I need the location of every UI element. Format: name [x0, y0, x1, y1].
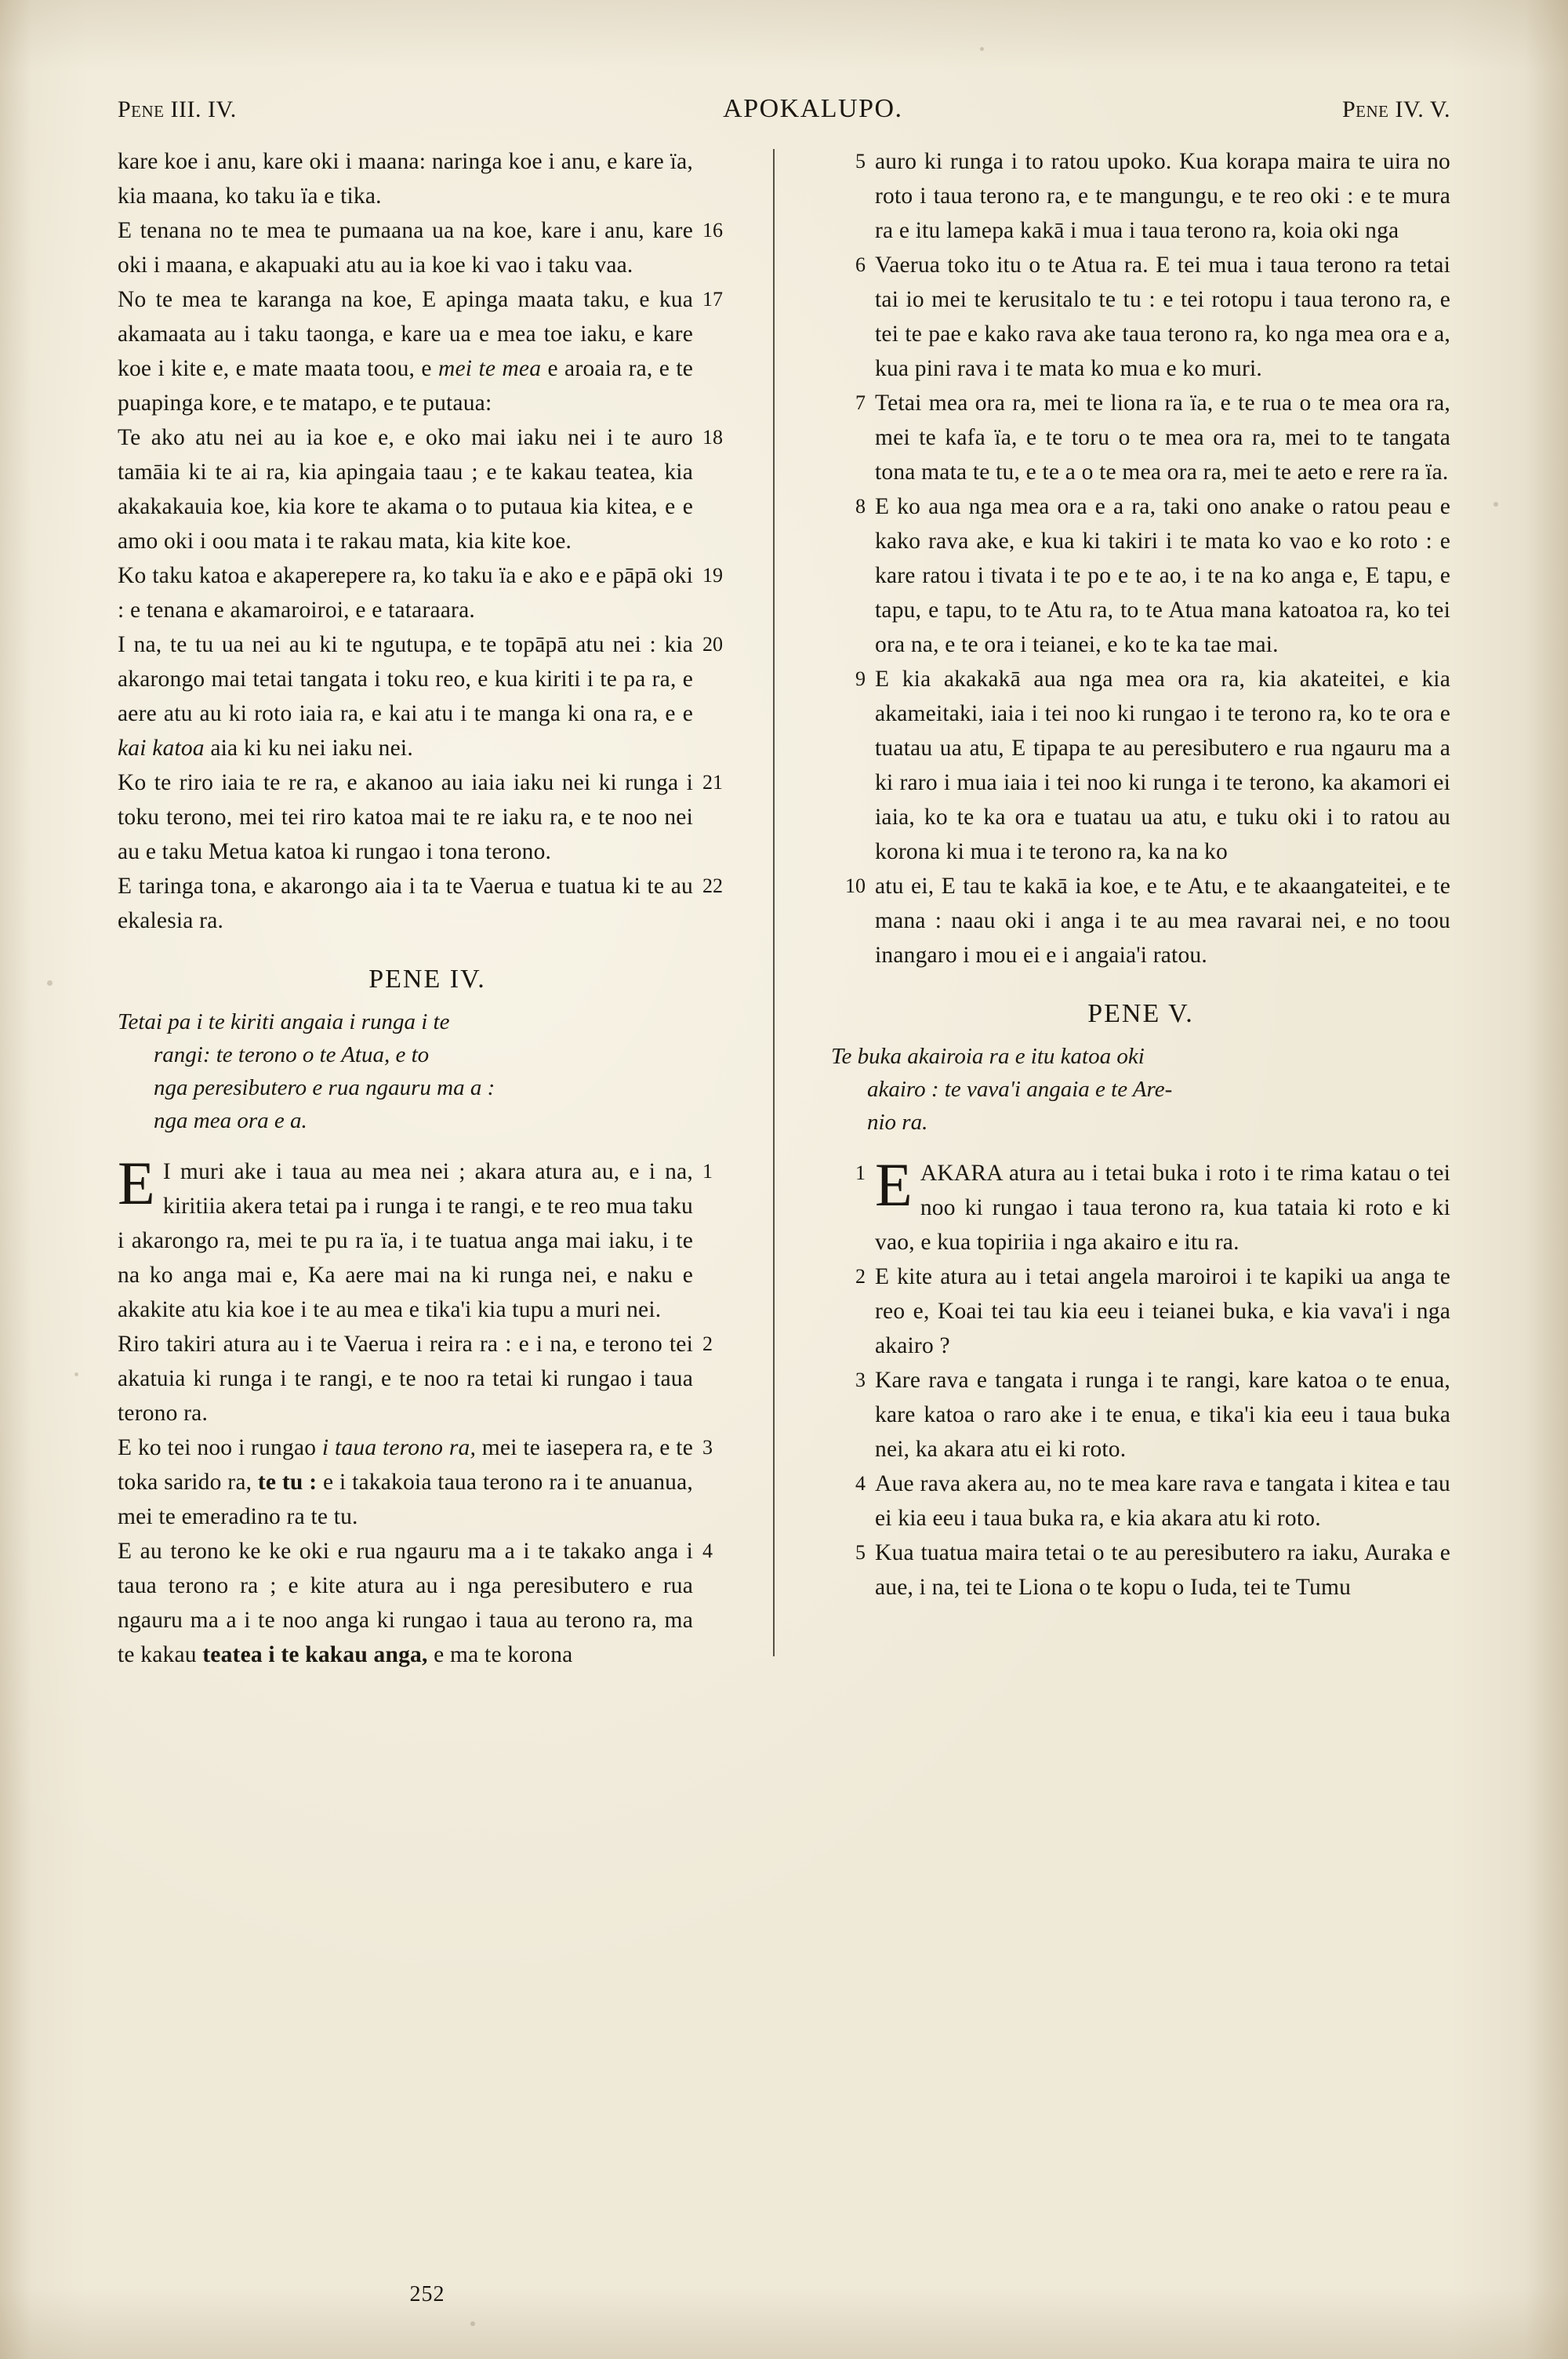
verse-row: [831, 489, 1450, 662]
verse-row: [831, 1150, 1450, 1259]
verse-row: [118, 1149, 737, 1327]
verse-row: [831, 1259, 1450, 1363]
verse-row: [831, 386, 1450, 489]
verse-text: auro ki runga i to ratou upoko. Kua korapa maira te uira no roto i taua terono ra, e te mangungu, e te reo oki : e te mura ra e itu lamepa kakā i mua i taua terono ra, koia oki nga: [875, 149, 1450, 243]
summary-line: nio ra.: [867, 1110, 928, 1135]
chapter-heading-5: PENE V.: [1087, 999, 1194, 1028]
verse-number: 20: [702, 633, 723, 656]
page-content: [118, 94, 1450, 2306]
verse-number: 19: [702, 564, 723, 587]
verse-text: Vaerua toko itu o te Atua ra. E tei mua i taua terono ra tetai tai io mei te kerusitalo te tu : e tei rotopu i taua terono ra, e tei te pae e kako rava ake taua terono ra, ko nga mea ora e a, kua pini rava i te mata ko mua e ko muri.: [875, 253, 1450, 381]
verse-text: Ko taku katoa e akaperepere ra, ko taku ïa e ako e e pāpā oki : e tenana e akamaroiroi, e e tataraara.: [118, 563, 693, 623]
verse-row: [118, 213, 737, 282]
verse-number: 9: [855, 667, 866, 690]
right-column: [831, 144, 1450, 1672]
verse-text: Kua tuatua maira tetai o te au peresibutero ra iaku, Auraka e aue, i na, tei te Liona o te kopu o Iuda, tei te Tumu: [875, 1540, 1450, 1600]
summary-line: Tetai pa i te kiriti angaia i runga i te: [118, 1009, 450, 1034]
verse-number: 6: [855, 253, 866, 276]
verse-row: [118, 144, 737, 213]
verse-row: [118, 558, 737, 627]
verse-number: 5: [855, 150, 866, 173]
right-continued-verses: [831, 144, 1450, 972]
running-head: [118, 94, 1450, 124]
verse-text: E kia akakakā aua nga mea ora ra, kia akateitei, e kia akameitaki, iaia i tei noo ki rungao i te terono ra, ko te ora e tuatau ua atu, E tipapa te au peresibutero e rua ngauru ma a ki raro i mua iaia i tei noo ki runga i te terono, ka akamori ei iaia, ko te ka ora e tuatau ua atu, e tuku oki i to ratou au korona ki mua i te terono ra, ka na ko: [875, 667, 1450, 864]
verse-number: 4: [702, 1539, 713, 1562]
running-head-right: Pene IV. V.: [1341, 96, 1450, 122]
page-number: 252: [409, 2282, 445, 2306]
verse-row: [118, 1430, 737, 1534]
verse-row: [118, 627, 737, 765]
verse-number: 3: [702, 1436, 713, 1459]
verse-row: [118, 282, 737, 420]
summary-line: nga mea ora e a.: [154, 1108, 307, 1133]
verse-text: atu ei, E tau te kakā ia koe, e te Atu, e te akaangateitei, e te mana : naau oki i anga i te au mea ravarai nei, e no toou inangaro i mou ei e i angaia'i ratou.: [875, 874, 1450, 968]
verse-text: kare koe i anu, kare oki i maana: naringa koe i anu, e kare ïa, kia maana, ko taku ïa e tika.: [118, 149, 693, 209]
summary-line: nga peresibutero e rua ngauru ma a :: [154, 1075, 495, 1100]
verse-row: [118, 869, 737, 938]
verse-number: 18: [702, 426, 723, 449]
chapter-summary-4: [118, 1005, 737, 1137]
summary-line: akairo : te vava'i angaia e te Are-: [867, 1077, 1173, 1102]
drop-cap: E: [875, 1150, 913, 1219]
drop-cap: E: [118, 1149, 155, 1217]
verse-text: E tenana no te mea te pumaana ua na koe, kare i anu, kare oki i maana, e akapuaki atu au ia koe ki vao i taku vaa.: [118, 218, 693, 278]
running-head-center: APOKALUPO.: [723, 94, 903, 123]
verse-row: [831, 662, 1450, 869]
left-chapter-verses: [118, 1149, 737, 1672]
verse-text: Tetai mea ora ra, mei te liona ra ïa, e te rua o te mea ora ra, mei te kafa ïa, e te toru o te mea ora ra, mei to te tangata tona mata te tu, e te a o te mea ora ra, mei te aeto e rere ra ïa.: [875, 391, 1450, 485]
verse-text: Te ako atu nei au ia koe e, e oko mai iaku nei i te auro tamāia ki te ai ra, kia apingaia taau ; e te kakau teatea, kia akakakauia koe, kia kore te akama o to putaua kia kitea, e e amo oki i oou mata i te rakau mata, kia kite koe.: [118, 425, 693, 554]
chapter-summary-5: [831, 1040, 1450, 1139]
chapter-heading-4: PENE IV.: [368, 965, 486, 994]
verse-row: [831, 1467, 1450, 1536]
summary-line: rangi: te terono o te Atua, e to: [154, 1042, 430, 1067]
verse-row: [831, 1536, 1450, 1605]
verse-number: 1: [855, 1161, 866, 1184]
verse-text: E kite atura au i tetai angela maroiroi i te kapiki ua anga te reo e, Koai tei tau kia eeu i teianei buka, e kia vava'i i nga akairo ?: [875, 1264, 1450, 1358]
verse-number: 21: [702, 771, 723, 794]
verse-text: Ko te riro iaia te re ra, e akanoo au iaia iaku nei ki runga i toku terono, mei tei riro katoa mai te re iaku ra, e te noo nei au e taku Metua katoa ki rungao i tona terono.: [118, 770, 693, 864]
verse-text: No te mea te karanga na koe, E apinga maata taku, e kua akamaata au i taku taonga, e kare ua e mea toe iaku, e kare koe i kite e, e mate maata toou, e mei te mea e aroaia ra, e te puapinga kore, e te matapo, e te putaua:: [118, 287, 694, 416]
text-columns: [118, 144, 1450, 1672]
verse-row: [831, 869, 1450, 972]
verse-number: 1: [702, 1160, 713, 1183]
verse-row: [831, 248, 1450, 386]
verse-text: I na, te tu ua nei au ki te ngutupa, e te topāpā atu nei : kia akarongo mai tetai tangata i toku reo, e kua kiriti i te pa ra, e aere atu au ki roto iaia ra, e kai atu i te manga ki ona ra, e e kai katoa aia ki ku nei iaku nei.: [118, 632, 693, 761]
verse-number: 2: [702, 1332, 713, 1355]
verse-row: [831, 144, 1450, 248]
verse-text: E ko aua nga mea ora e a ra, taki ono anake o ratou peau e kako rava ake, e kua ki takiri i te mata ko vao e ko roto : e kare ratou i tivata i te po e te ao, i te na ko anga e, E tapu, e tapu, e tapu, to te Atu ra, to te Atua mana katoatoa ra, ko tei ora na, e te ora i teianei, e ko te ka tae mai.: [875, 494, 1450, 657]
verse-text: Kare rava e tangata i runga i te rangi, kare katoa o te enua, kare katoa o raro ake i te enua, e tika'i kia eeu i taua buka nei, ka akara atu ei ki roto.: [875, 1368, 1450, 1462]
verse-row: [118, 1534, 737, 1672]
verse-number: 7: [855, 391, 866, 414]
verse-row: [118, 420, 737, 558]
running-head-left: Pene III. IV.: [118, 96, 237, 122]
verse-row: [831, 1363, 1450, 1467]
verse-number: 8: [855, 495, 866, 518]
verse-number: 2: [855, 1265, 866, 1288]
verse-text: Aue rava akera au, no te mea kare rava e tangata i kitea e tau ei kia eeu i taua buka ra, e kia akara atu ki roto.: [875, 1471, 1450, 1531]
verse-number: 3: [855, 1369, 866, 1391]
verse-number: 10: [845, 874, 866, 897]
verse-text: E taringa tona, e akarongo aia i ta te Vaerua e tuatua ki te au ekalesia ra.: [118, 874, 693, 933]
verse-row: [118, 1327, 737, 1430]
verse-number: 16: [702, 219, 723, 242]
left-column: [118, 144, 737, 1672]
verse-text: E ko tei noo i rungao i taua terono ra, mei te iasepera ra, e te toka sarido ra, te tu : e i takakoia taua terono ra i te anuanua, mei te emeradino ra te tu.: [118, 1435, 693, 1529]
verse-text: E I muri ake i taua au mea nei ; akara atura au, e i na, kiritiia akera tetai pa i runga i te rangi, e te reo mua taku i akarongo ra, mei te pu ra ïa, i te tuatua anga mai iaku, i te na ko anga mai e, Ka aere mai na ki runga nei, e naku e akakite atu kia koe i te au mea e tika'i kia tupu a muri nei.: [118, 1149, 693, 1322]
column-divider: [773, 149, 775, 1656]
verse-number: 4: [855, 1472, 866, 1495]
right-chapter-verses: [831, 1150, 1450, 1605]
verse-text: E au terono ke ke oki e rua ngauru ma a i te takako anga i taua terono ra ; e kite atura au i nga peresibutero e rua ngauru ma a i te noo anga ki rungao i taua au terono ra, ma te kakau teatea i te kakau anga, e ma te korona: [118, 1539, 693, 1667]
verse-text: Riro takiri atura au i te Vaerua i reira ra : e i na, e terono tei akatuia ki runga i te rangi, e te noo ra tetai ki rungao i taua terono ra.: [118, 1332, 693, 1426]
summary-line: Te buka akairoia ra e itu katoa oki: [831, 1044, 1145, 1069]
verse-row: [118, 765, 737, 869]
verse-number: 5: [855, 1541, 866, 1564]
verse-number: 22: [702, 874, 723, 897]
left-continued-verses: [118, 144, 737, 938]
verse-text: EAKARA atura au i tetai buka i roto i te rima katau o tei noo ki rungao i taua terono ra, kua tataia ki roto e ki vao, e kua topiriia i nga akairo e itu ra.: [875, 1150, 1450, 1255]
verse-number: 17: [702, 288, 723, 311]
